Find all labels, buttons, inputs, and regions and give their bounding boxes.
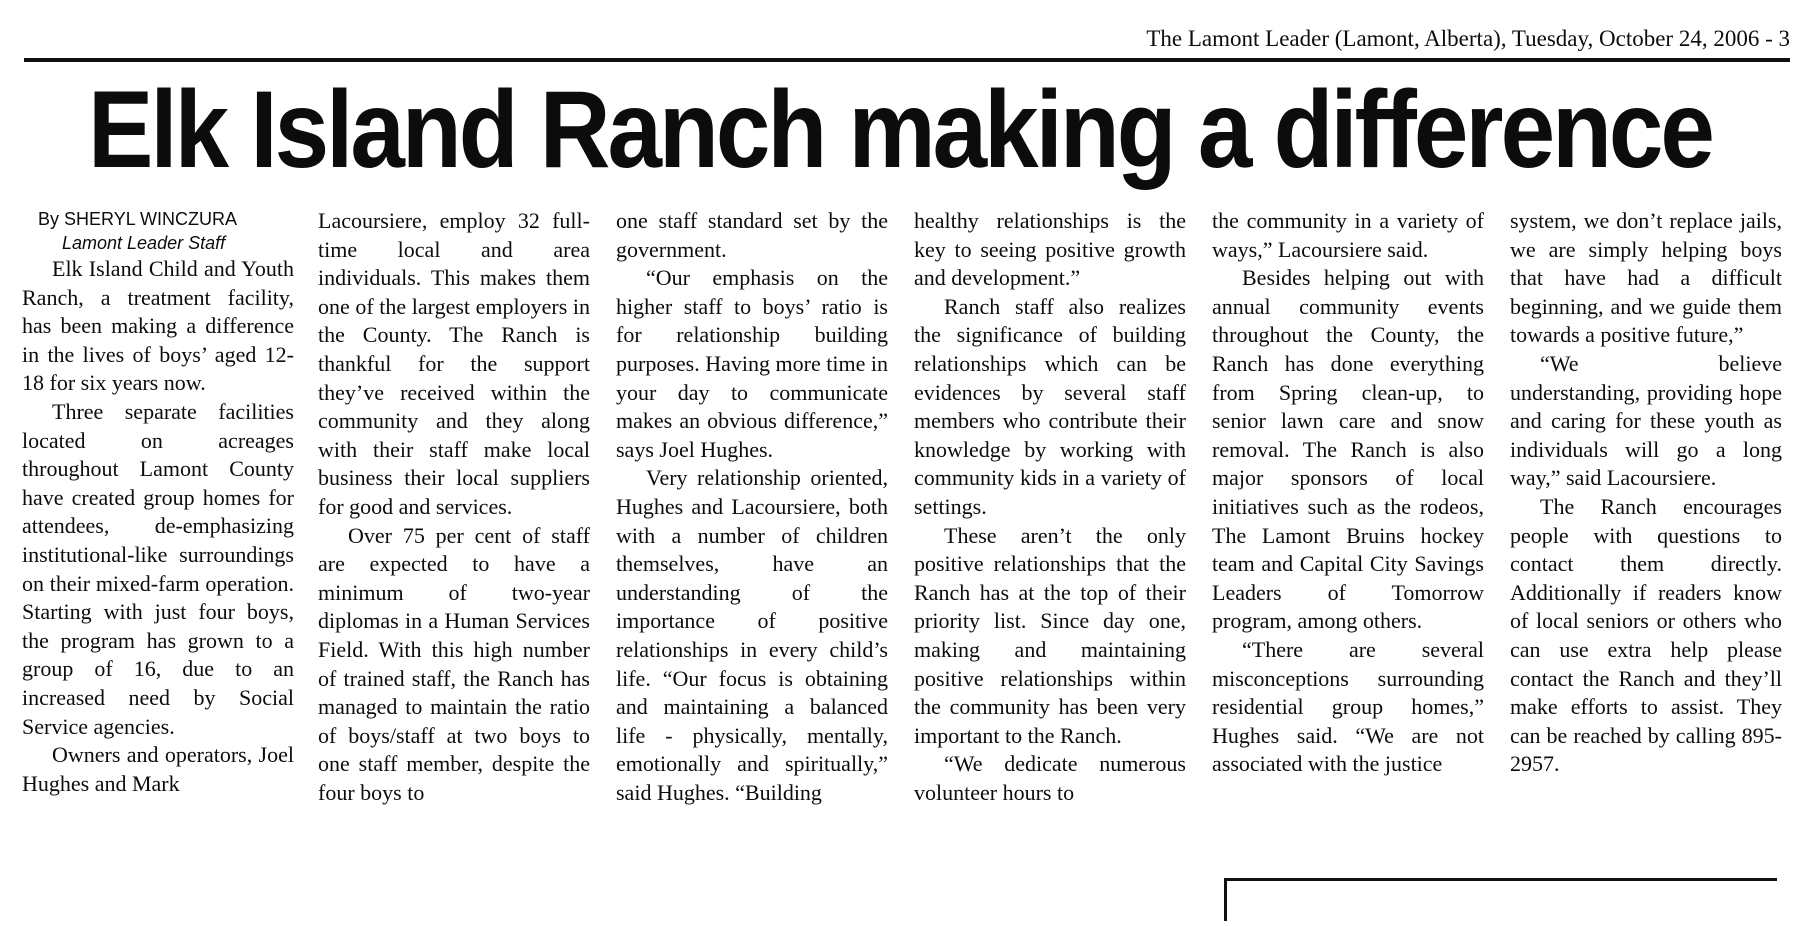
byline-affiliation: Lamont Leader Staff xyxy=(62,233,226,253)
paragraph: Besides helping out with annual community events throughout the County, the Ranch has done everything from Spring clean-up, to senior lawn care and snow removal. The Ranch is also major sponsors of local initiatives such as the rodeos, The Lamont Bruins hockey team and Capital City Savings Leaders of Tomorrow program, among others. xyxy=(1212,265,1484,634)
article-body xyxy=(22,207,1792,922)
article-column-4 xyxy=(914,207,1186,922)
paragraph: These aren’t the only positive relationships that the Ranch has at the top of their priority list. Since day one, making and maintaining positive relationships within the community has been very important to the Ranch. xyxy=(914,522,1186,748)
masthead-rule xyxy=(24,58,1790,62)
headline: Elk Island Ranch making a difference xyxy=(88,67,1712,191)
paragraph: “We dedicate numerous volunteer hours to xyxy=(914,751,1186,805)
paragraph: Over 75 per cent of staff are expected to have a minimum of two-year diplomas in a Human Services Field. With this high number of trained staff, the Ranch has managed to maintain the ratio of boys/staff at two boys to one staff member, despite the four boys to xyxy=(318,522,590,805)
paragraph: the community in a variety of ways,” Lacoursiere said. xyxy=(1212,208,1484,262)
article-column-3 xyxy=(616,207,888,922)
paragraph: Very relationship oriented, Hughes and Lacoursiere, both with a number of children themselves, have an understanding of the importance of positive relationships in every child’s life. “Our focus is obtaining and maintaining a balanced life - physically, mentally, emotionally and spiritually,” said Hughes. “Building xyxy=(616,465,888,805)
adjacent-box-border xyxy=(1224,878,1777,921)
masthead: The Lamont Leader (Lamont, Alberta), Tuesday, October 24, 2006 - 3 xyxy=(1146,26,1790,51)
byline: By SHERYL WINCZURA xyxy=(38,209,238,229)
paragraph: “We believe understanding, providing hope and caring for these youth as individuals will go a long way,” said Lacoursiere. xyxy=(1510,350,1782,491)
paragraph: system, we don’t replace jails, we are simply helping boys that have had a difficult beginning, and we guide them towards a positive future,” xyxy=(1510,208,1782,348)
paragraph: Lacoursiere, employ 32 full-time local and area individuals. This makes them one of the largest employers in the County. The Ranch is thankful for the support they’ve received within the community and they along with their staff make local business their local suppliers for good and services. xyxy=(318,208,590,519)
paragraph: The Ranch encourages people with questions to contact them directly. Additionally if readers know of local seniors or others who can use extra help please contact the Ranch and they’ll make efforts to assist. They can be reached by calling 895-2957. xyxy=(1510,493,1782,777)
paragraph: Elk Island Child and Youth Ranch, a treatment facility, has been making a difference in the lives of boys’ aged 12-18 for six years now. xyxy=(22,256,294,396)
paragraph: “There are several misconceptions surrounding residential group homes,” Hughes said. “We are not associated with the justice xyxy=(1212,636,1484,777)
paragraph: “Our emphasis on the higher staff to boys’ ratio is for relationship building purposes. Having more time in your day to communicate makes an obvious difference,” says Joel Hughes. xyxy=(616,265,888,462)
article-column-5 xyxy=(1212,207,1484,922)
paragraph: one staff standard set by the government. xyxy=(616,208,888,262)
paragraph: healthy relationships is the key to seeing positive growth and development.” xyxy=(914,208,1186,291)
article-column-1 xyxy=(22,207,294,922)
article-column-2 xyxy=(318,207,590,922)
paragraph: Ranch staff also realizes the significance of building relationships which can be evidences by several staff members who contribute their knowledge by working with community kids in a variety of settings. xyxy=(914,293,1186,519)
paragraph: Owners and operators, Joel Hughes and Mark xyxy=(22,742,294,796)
paragraph: Three separate facilities located on acreages throughout Lamont County have created group homes for attendees, de-emphasizing institutional-like surroundings on their mixed-farm operation. Starting with just four boys, the program has grown to a group of 16, due to an increased need by Social Service agencies. xyxy=(22,398,294,739)
article-column-6 xyxy=(1510,207,1782,922)
